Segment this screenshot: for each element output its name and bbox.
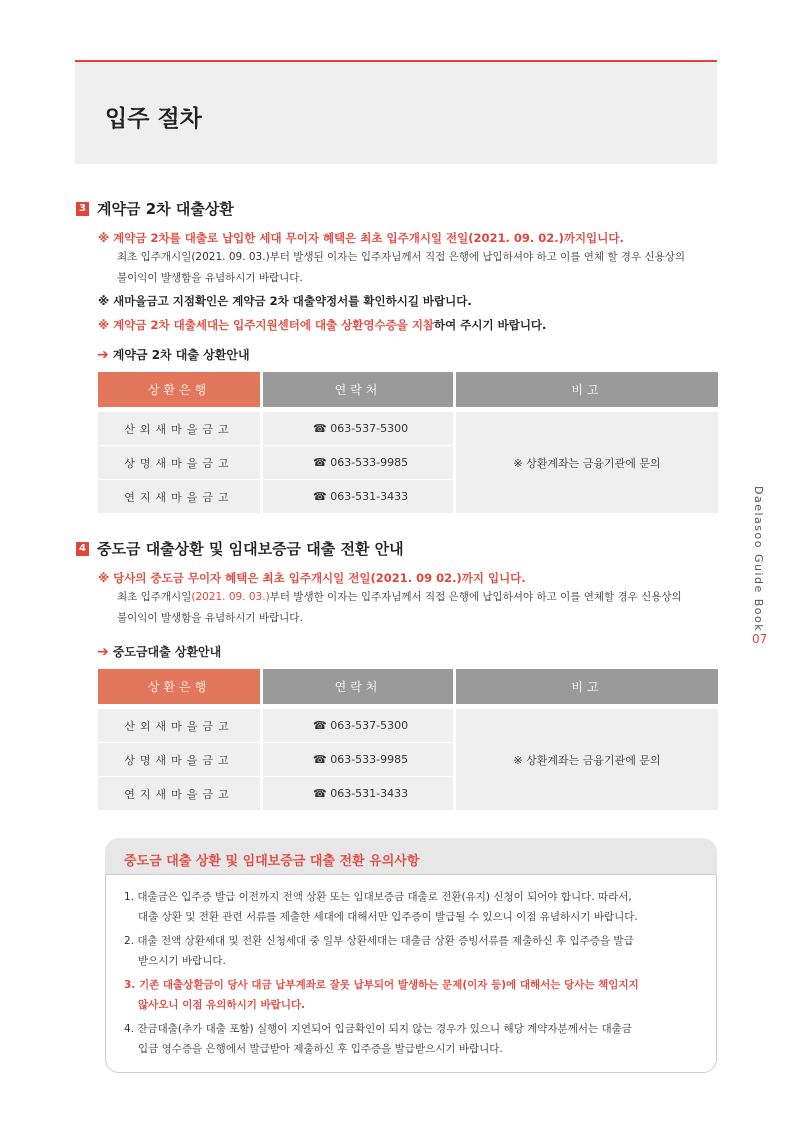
arrow-right-icon: ➔	[97, 346, 109, 363]
table-cell-bank: 산외새마을금고	[98, 709, 260, 742]
caution-title: 중도금 대출 상환 및 임대보증금 대출 전환 유의사항	[124, 854, 420, 869]
table-cell-phone	[263, 777, 453, 810]
page-number: 07	[752, 632, 768, 646]
telephone-icon: ☎	[313, 490, 331, 503]
section-3-subheading-label: 계약금 2차 대출 상환안내	[112, 348, 250, 362]
section-3-body-line-1: 최초 입주개시일(2021. 09. 03.)부터 발생된 이자는 입주자님께서 직접 은행에 납입하셔야 하고 이를 연체 할 경우 신용상의	[117, 251, 686, 263]
phone-number: 063-531-3433	[330, 490, 409, 503]
table-cell-phone	[263, 480, 453, 513]
section-4-body-line-2: 불이익이 발생함을 유념하시기 바랍니다.	[117, 612, 303, 624]
section-3-note-3-highlight: ※ 계약금 2차 대출세대는 입주지원센터에 대출 상환영수증을 지참	[98, 318, 435, 332]
table-cell-phone	[263, 709, 453, 742]
section-3-note-3-rest: 하여 주시기 바랍니다.	[434, 318, 547, 332]
table-cell-bank: 연지새마을금고	[98, 480, 260, 513]
phone-number: 063-533-9985	[330, 753, 409, 766]
caution-item-1-line-2: 대출 상환 및 전환 관련 서류를 제출한 세대에 대해서만 입주증이 발급될 수 있으니 이점 유념하시기 바랍니다.	[138, 911, 638, 923]
guide-book-side-label: Daelasoo Guide Book	[752, 486, 765, 633]
table-header-remark: 비고	[456, 669, 718, 704]
table-header-contact: 연락처	[263, 669, 453, 704]
caution-item-3	[124, 975, 704, 1015]
caution-item-2-line-1: 2. 대출 전액 상환세대 및 전환 신청세대 중 일부 상환세대는 대출금 상환 증빙서류를 제출하신 후 입주증을 발급	[124, 935, 634, 947]
caution-item-3-line-1: 3. 기존 대출상환금이 당사 대금 납부계좌로 잘못 납부되어 발생하는 문제(이자 등)에 대해서는 당사는 책임지지	[124, 979, 639, 991]
caution-item-2-line-2: 받으시기 바랍니다.	[138, 955, 226, 967]
telephone-icon: ☎	[313, 456, 331, 469]
caution-header	[105, 838, 717, 878]
section-4-number: 4	[76, 542, 89, 556]
table-cell-phone	[263, 412, 453, 445]
table-cell-bank: 상명새마을금고	[98, 743, 260, 776]
section-4-heading	[76, 538, 404, 559]
table-cell-remark: ※ 상환계좌는 금융기관에 문의	[456, 412, 718, 513]
phone-number: 063-531-3433	[330, 787, 409, 800]
caution-item-1-line-1: 1. 대출금은 입주증 발급 이전까지 전액 상환 또는 임대보증금 대출로 전환(유지) 신청이 되어야 합니다. 따라서,	[124, 891, 632, 903]
section-4-subheading	[97, 643, 221, 660]
table-cell-remark: ※ 상환계좌는 금융기관에 문의	[456, 709, 718, 810]
section-4-body-text-a: 최초 입주개시일	[117, 591, 192, 603]
section-4-subheading-label: 중도금대출 상환안내	[112, 645, 222, 659]
section-3-subheading	[97, 346, 250, 363]
section-4-body-line-1	[117, 587, 717, 608]
section-4-body-text-b: 부터 발생한 이자는 입주자님께서 직접 은행에 납입하셔야 하고 이를 연체할 경우 신용상의	[269, 591, 682, 603]
table-cell-phone	[263, 743, 453, 776]
table-cell-bank: 상명새마을금고	[98, 446, 260, 479]
arrow-right-icon: ➔	[97, 643, 109, 660]
section-3-note-2: ※ 새마을금고 지점확인은 계약금 2차 대출약정서를 확인하시길 바랍니다.	[98, 294, 472, 308]
phone-number: 063-537-5300	[330, 719, 409, 732]
page-title-box	[75, 60, 717, 164]
repayment-table-2	[95, 669, 721, 810]
telephone-icon: ☎	[313, 719, 331, 732]
caution-item-4-line-1: 4. 잔금대출(추가 대출 포함) 실행이 지연되어 입금확인이 되지 않는 경우가 있으니 해당 계약자분께서는 대출금	[124, 1023, 632, 1035]
caution-body	[105, 874, 717, 1073]
section-3-heading	[76, 198, 234, 219]
table-header-remark: 비고	[456, 372, 718, 407]
caution-box	[105, 838, 717, 1072]
repayment-table-1	[95, 372, 721, 513]
caution-item-4-line-2: 입금 영수증을 은행에서 발급받아 제출하신 후 입주증을 발급받으시기 바랍니다.	[138, 1043, 503, 1055]
section-4-body	[117, 587, 717, 629]
section-4-title: 중도금 대출상환 및 임대보증금 대출 전환 안내	[97, 540, 404, 558]
section-3-body	[117, 247, 717, 289]
telephone-icon: ☎	[313, 753, 331, 766]
page-title: 입주 절차	[105, 106, 202, 132]
section-3-title: 계약금 2차 대출상환	[97, 200, 234, 218]
section-4-note-1: ※ 당사의 중도금 무이자 혜택은 최초 입주개시일 전일(2021. 09 02.)까지 입니다.	[98, 571, 526, 585]
caution-item-1	[124, 887, 704, 927]
table-cell-phone	[263, 446, 453, 479]
section-3-body-line-2: 불이익이 발생함을 유념하시기 바랍니다.	[117, 272, 303, 284]
section-4-body-date: (2021. 09. 03.)	[191, 591, 270, 603]
telephone-icon: ☎	[313, 787, 331, 800]
table-header-contact: 연락처	[263, 372, 453, 407]
table-cell-bank: 산외새마을금고	[98, 412, 260, 445]
table-header-bank: 상환은행	[98, 372, 260, 407]
section-3-note-3	[98, 317, 546, 333]
phone-number: 063-537-5300	[330, 422, 409, 435]
caution-item-3-line-2: 않사오니 이점 유의하시기 바랍니다.	[138, 999, 306, 1011]
table-cell-bank: 연지새마을금고	[98, 777, 260, 810]
section-3-number: 3	[76, 202, 89, 216]
caution-item-2	[124, 931, 704, 971]
telephone-icon: ☎	[313, 422, 331, 435]
caution-item-4	[124, 1019, 704, 1059]
section-3-note-1: ※ 계약금 2차를 대출로 납입한 세대 무이자 혜택은 최초 입주개시일 전일(2021. 09. 02.)까지입니다.	[98, 231, 624, 245]
table-header-bank: 상환은행	[98, 669, 260, 704]
phone-number: 063-533-9985	[330, 456, 409, 469]
